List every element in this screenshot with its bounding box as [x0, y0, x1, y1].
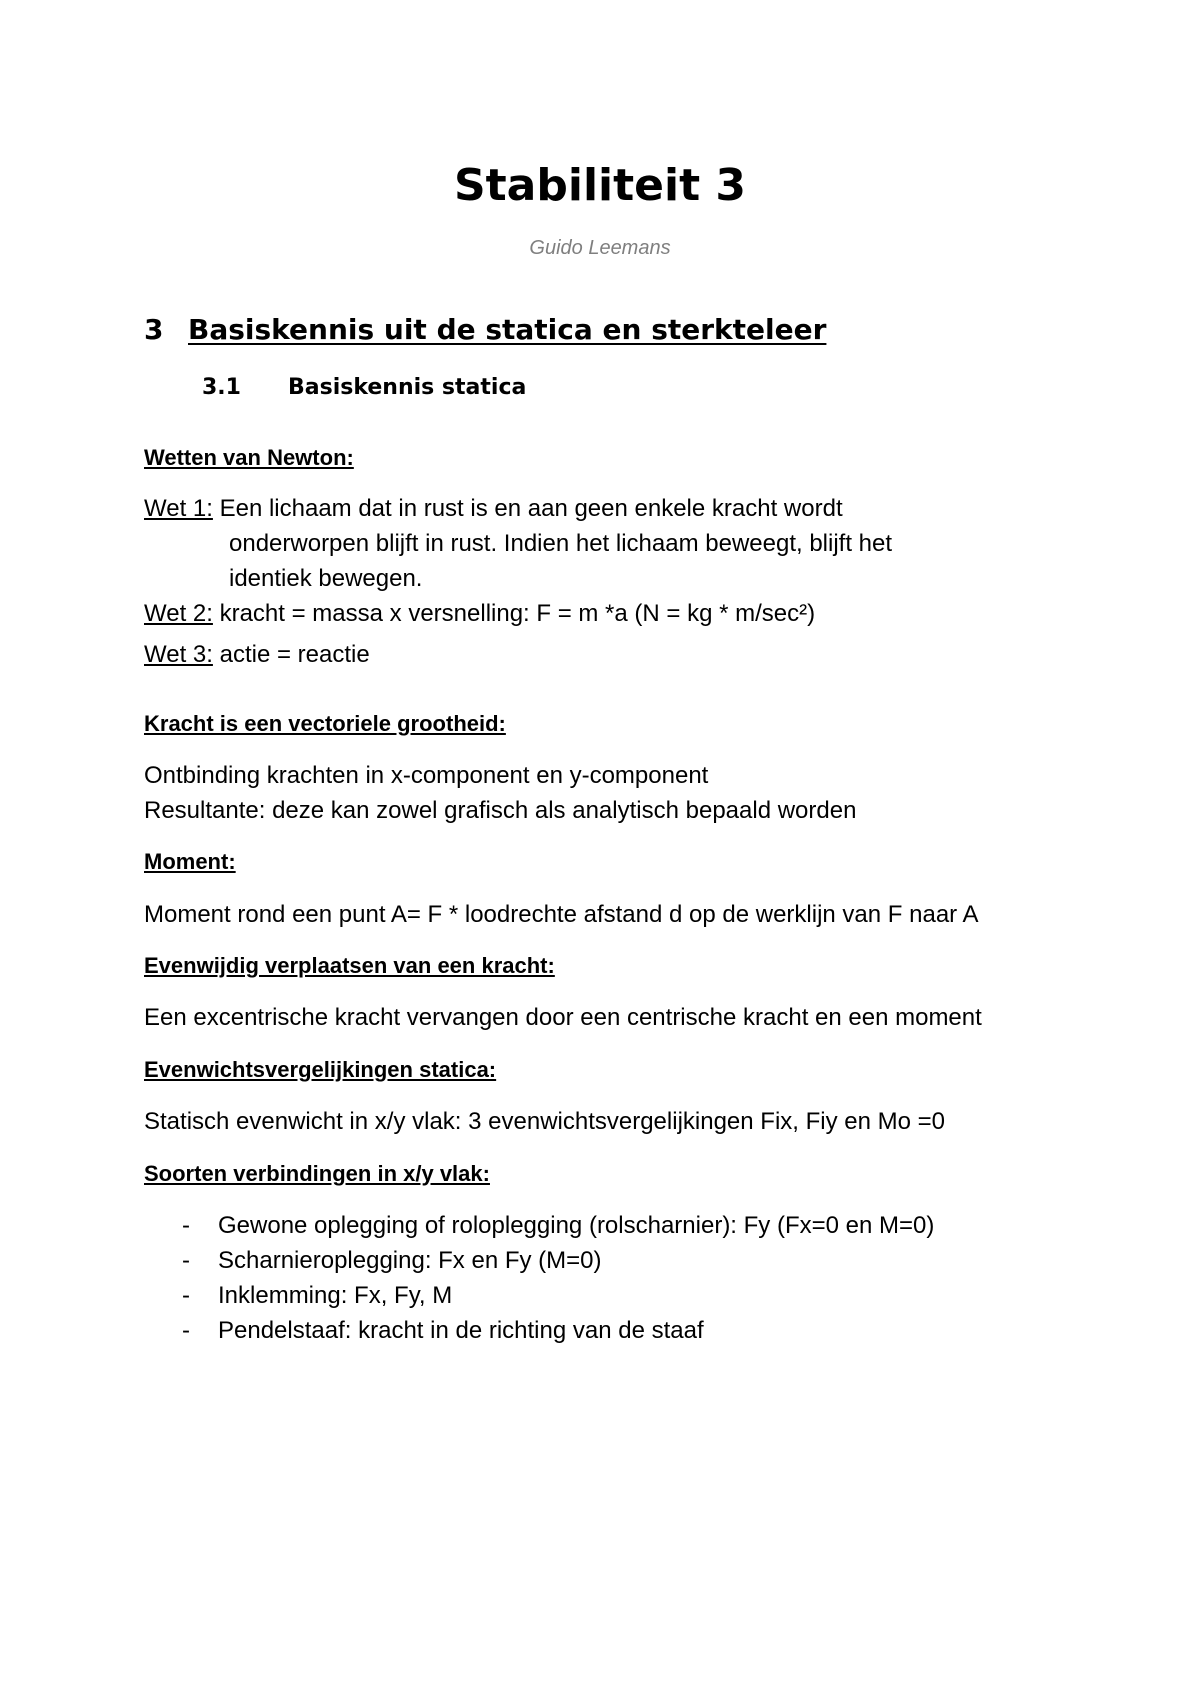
vector-line-2: Resultante: deze kan zowel grafisch als analytisch bepaald worden — [144, 797, 857, 824]
bullet-dash: - — [182, 1247, 190, 1274]
document-title: Stabiliteit 3 — [453, 160, 747, 211]
newton-heading: Wetten van Newton: — [144, 445, 354, 470]
bullet-dash: - — [182, 1212, 190, 1239]
law-2 — [144, 602, 815, 626]
vector-line-1: Ontbinding krachten in x-component en y-component — [144, 762, 709, 789]
law-2-label: Wet 2: — [144, 600, 213, 627]
parallel-heading: Evenwijdig verplaatsen van een kracht: — [144, 953, 555, 978]
list-item-text: Pendelstaaf: kracht in de richting van de staaf — [218, 1317, 704, 1344]
list-item-text: Gewone oplegging of roloplegging (rolscharnier): Fy (Fx=0 en M=0) — [218, 1212, 935, 1239]
moment-heading: Moment: — [144, 849, 236, 874]
list-item-text: Inklemming: Fx, Fy, M — [218, 1282, 453, 1309]
chapter-number: 3 — [144, 313, 164, 346]
section-title: Basiskennis statica — [288, 375, 527, 400]
list-item-text: Scharnieroplegging: Fx en Fy (M=0) — [218, 1247, 602, 1274]
law-1 — [144, 497, 843, 521]
law-1-line-2: onderworpen blijft in rust. Indien het lichaam beweegt, blijft het — [229, 530, 893, 557]
vector-heading: Kracht is een vectoriele grootheid: — [144, 711, 506, 736]
chapter-heading — [144, 313, 827, 346]
connections-heading: Soorten verbindingen in x/y vlak: — [144, 1161, 490, 1186]
law-1-line-1: Een lichaam dat in rust is en aan geen enkele kracht wordt — [212, 495, 843, 522]
bullet-dash: - — [182, 1282, 190, 1309]
law-3-label: Wet 3: — [144, 641, 213, 668]
chapter-title: Basiskennis uit de statica en sterkteleer — [188, 313, 827, 346]
bullet-dash: - — [182, 1317, 190, 1344]
section-number: 3.1 — [202, 375, 241, 400]
law-3-line-1: actie = reactie — [212, 641, 370, 668]
document-author: Guido Leemans — [529, 237, 671, 259]
law-1-line-3: identiek bewegen. — [229, 565, 423, 592]
equilibrium-text: Statisch evenwicht in x/y vlak: 3 evenwichtsvergelijkingen Fix, Fiy en Mo =0 — [144, 1108, 946, 1135]
equilibrium-heading: Evenwichtsvergelijkingen statica: — [144, 1057, 497, 1082]
parallel-text: Een excentrische kracht vervangen door een centrische kracht en een moment — [144, 1004, 982, 1031]
section-heading — [202, 377, 526, 399]
moment-text: Moment rond een punt A= F * loodrechte afstand d op de werklijn van F naar A — [144, 901, 979, 928]
law-2-line-1: kracht = massa x versnelling: F = m *a (N = kg * m/sec²) — [212, 600, 816, 627]
law-3 — [144, 643, 370, 667]
law-1-label: Wet 1: — [144, 495, 213, 522]
